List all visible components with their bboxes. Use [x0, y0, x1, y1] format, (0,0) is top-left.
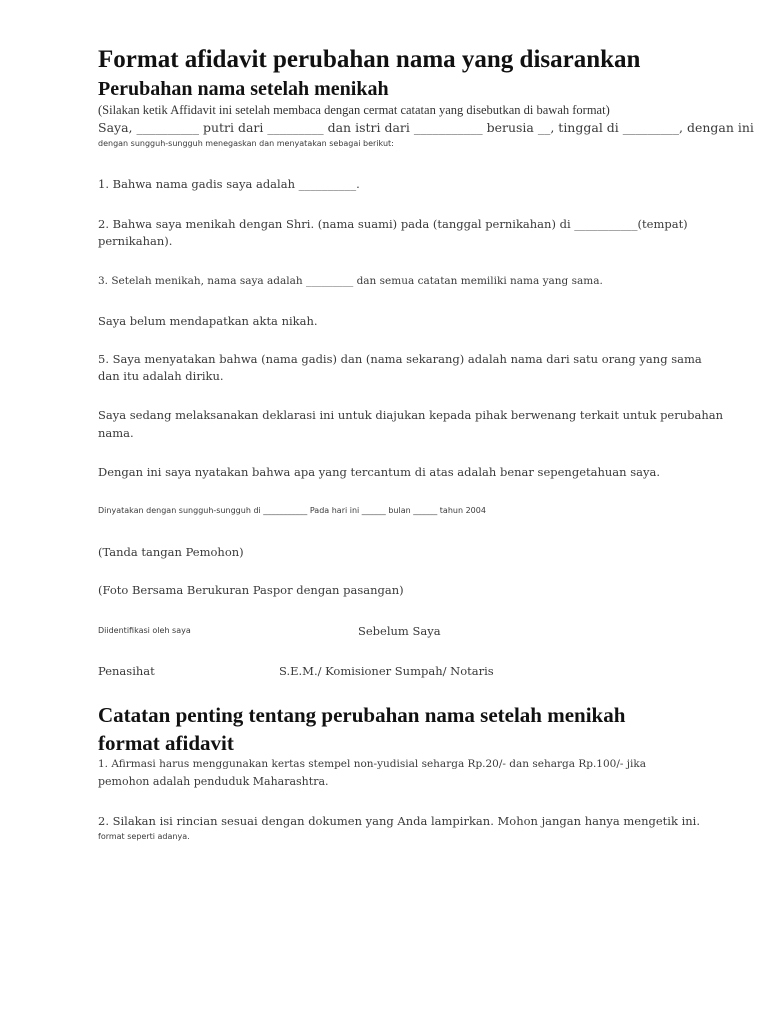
before-me-label: Sebelum Saya — [358, 624, 441, 638]
note-1-line-2: pemohon adalah penduduk Maharashtra. — [98, 775, 329, 788]
declared-line: Dinyatakan dengan sungguh-sungguh di ___________ Pada hari ini ______ bulan ______ tahun 2004 — [98, 506, 486, 515]
instruction-note: (Silakan ketik Affidavit ini setelah membaca dengan cermat catatan yang disebutkan di bawah format) — [98, 103, 610, 117]
section-heading-name-change: Perubahan nama setelah menikah — [98, 78, 389, 100]
point-4: Saya belum mendapatkan akta nikah. — [98, 314, 318, 328]
point-5-line-1: 5. Saya menyatakan bahwa (nama gadis) dan (nama sekarang) adalah nama dari satu orang yang sama — [98, 352, 702, 366]
point-2-line-2: pernikahan). — [98, 234, 173, 248]
signature-placeholder: (Tanda tangan Pemohon) — [98, 545, 244, 559]
note-2-line-2: format seperti adanya. — [98, 832, 190, 841]
point-1: 1. Bahwa nama gadis saya adalah __________. — [98, 177, 360, 191]
notes-heading-line-1: Catatan penting tentang perubahan nama setelah menikah — [98, 703, 626, 727]
point-6-line-2: nama. — [98, 426, 134, 440]
intro-small-line: dengan sungguh-sungguh menegaskan dan menyatakan sebagai berikut: — [98, 139, 394, 148]
point-6-line-1: Saya sedang melaksanakan deklarasi ini untuk diajukan kepada pihak berwenang terkait untuk perubahan — [98, 408, 724, 422]
identified-by-label: Diidentifikasi oleh saya — [98, 626, 191, 635]
point-7: Dengan ini saya nyatakan bahwa apa yang tercantum di atas adalah benar sepengetahuan saya. — [98, 465, 660, 479]
point-2-line-1: 2. Bahwa saya menikah dengan Shri. (nama suami) pada (tanggal pernikahan) di ___________(tempat) — [98, 217, 688, 231]
document-title: Format afidavit perubahan nama yang disarankan — [98, 46, 641, 73]
point-5-line-2: dan itu adalah diriku. — [98, 369, 224, 383]
note-2-line-1: 2. Silakan isi rincian sesuai dengan dokumen yang Anda lampirkan. Mohon jangan hanya mengetik ini. — [98, 814, 701, 828]
advisor-label: Penasihat — [98, 664, 155, 678]
officials-label: S.E.M./ Komisioner Sumpah/ Notaris — [279, 664, 494, 678]
note-1-line-1: 1. Afirmasi harus menggunakan kertas stempel non-yudisial seharga Rp.20/- dan seharga Rp.100/- jika — [98, 758, 646, 770]
notes-heading-line-2: format afidavit — [98, 731, 234, 755]
intro-line: Saya, __________ putri dari _________ dan istri dari ___________ berusia __, tinggal di _________, dengan ini — [98, 120, 754, 135]
photo-placeholder: (Foto Bersama Berukuran Paspor dengan pasangan) — [98, 583, 404, 597]
point-3: 3. Setelah menikah, nama saya adalah _________ dan semua catatan memiliki nama yang sama. — [98, 275, 603, 287]
